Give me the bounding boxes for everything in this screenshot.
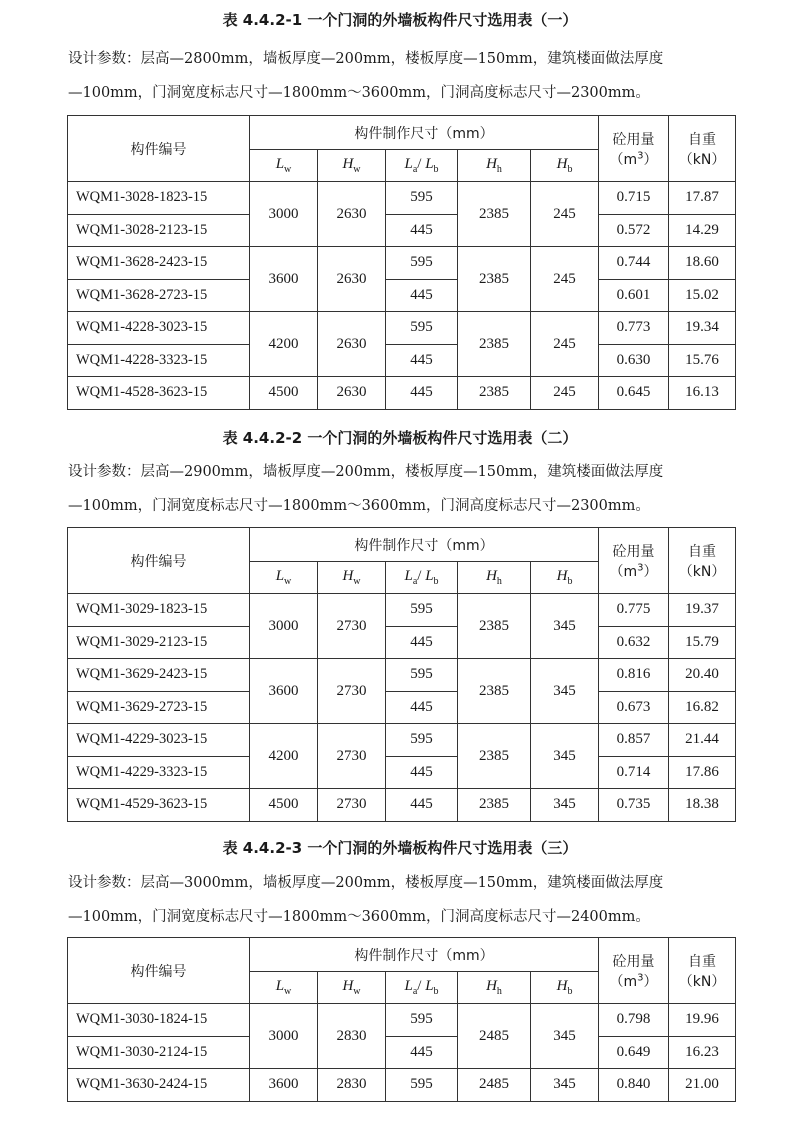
- symbol-subscript: w: [353, 164, 361, 175]
- symbol-subscript: b: [433, 986, 439, 997]
- cell-concrete-volume: 0.816: [599, 659, 669, 692]
- cell-hw: 2830: [318, 1069, 386, 1102]
- slash: /: [417, 156, 426, 172]
- cell-component-code: WQM1-3028-1823-15: [68, 182, 250, 215]
- header-self-weight: [669, 528, 736, 594]
- symbol: H: [486, 978, 497, 994]
- cell-la-lb: 445: [386, 789, 458, 822]
- cell-concrete-volume: 0.649: [599, 1036, 669, 1069]
- symbol: L: [404, 978, 413, 994]
- param-line: 设计参数：层高—3000mm，墙板厚度—200mm，楼板厚度—150mm，建筑楼面做法厚度: [68, 875, 664, 891]
- cell-self-weight: 15.02: [669, 279, 736, 312]
- cell-self-weight: 16.23: [669, 1036, 736, 1069]
- design-parameters: [68, 866, 740, 934]
- symbol-subscript: a: [412, 164, 418, 175]
- symbol: L: [275, 156, 285, 172]
- cell-lw: 4500: [250, 377, 318, 410]
- cell-component-code: WQM1-3628-2423-15: [68, 247, 250, 280]
- table-row: [68, 214, 736, 247]
- symbol-subscript: a: [412, 986, 418, 997]
- param-line: —100mm，门洞宽度标志尺寸—1800mm～3600mm，门洞高度标志尺寸—2300mm。: [68, 498, 650, 514]
- cell-self-weight: 15.79: [669, 626, 736, 659]
- cell-la-lb: 595: [386, 1069, 458, 1102]
- param-line: 设计参数：层高—2800mm，墙板厚度—200mm，楼板厚度—150mm，建筑楼面做法厚度: [68, 51, 664, 67]
- header-hh: [458, 972, 531, 1004]
- header-concrete-volume: [599, 528, 669, 594]
- cell-concrete-volume: 0.735: [599, 789, 669, 822]
- cell-hw: 2730: [318, 724, 386, 789]
- cell-self-weight: 18.60: [669, 247, 736, 280]
- cell-concrete-volume: 0.715: [599, 182, 669, 215]
- header-hw: [318, 562, 386, 594]
- table-row: [68, 279, 736, 312]
- slash: /: [417, 568, 426, 584]
- cell-hb: 345: [531, 724, 599, 789]
- table-row: [68, 756, 736, 789]
- cell-hw: 2730: [318, 789, 386, 822]
- table-row: [68, 1036, 736, 1069]
- header-component-code: 构件编号: [68, 938, 250, 1004]
- cell-hb: 345: [531, 1069, 599, 1102]
- cell-hh: 2485: [458, 1069, 531, 1102]
- symbol: H: [342, 156, 354, 172]
- header-unit: （kN）: [678, 563, 726, 580]
- header-hh: [458, 562, 531, 594]
- cell-concrete-volume: 0.673: [599, 691, 669, 724]
- cell-self-weight: 21.00: [669, 1069, 736, 1102]
- header-unit: [599, 561, 668, 581]
- symbol: L: [404, 156, 413, 172]
- header-label: 砼用量: [612, 953, 655, 970]
- cell-component-code: WQM1-4229-3023-15: [68, 724, 250, 757]
- header-self-weight: [669, 116, 736, 182]
- symbol: H: [556, 156, 568, 172]
- cell-hw: 2630: [318, 247, 386, 312]
- cell-lw: 3600: [250, 247, 318, 312]
- symbol: L: [275, 568, 285, 584]
- table-row: [68, 344, 736, 377]
- symbol-subscript: b: [433, 576, 439, 587]
- header-hh: [458, 150, 531, 182]
- header-component-code: 构件编号: [68, 116, 250, 182]
- table-row: [68, 789, 736, 822]
- table-row: [68, 659, 736, 692]
- symbol: L: [425, 156, 434, 172]
- header-dimensions: 构件制作尺寸（mm）: [250, 116, 599, 150]
- symbol-subscript: b: [567, 164, 573, 175]
- table-title: 表 4.4.2-2 一个门洞的外墙板构件尺寸选用表（二）: [222, 429, 578, 447]
- header-row: [68, 528, 736, 562]
- cell-la-lb: 445: [386, 1036, 458, 1069]
- cell-hb: 345: [531, 594, 599, 659]
- cell-hw: 2630: [318, 312, 386, 377]
- param-line: —100mm，门洞宽度标志尺寸—1800mm～3600mm，门洞高度标志尺寸—2400mm。: [68, 909, 650, 925]
- header-la-lb: [386, 972, 458, 1004]
- spec-table: [67, 937, 736, 1102]
- cell-lw: 4200: [250, 724, 318, 789]
- cell-component-code: WQM1-4529-3623-15: [68, 789, 250, 822]
- cell-self-weight: 16.82: [669, 691, 736, 724]
- symbol-subscript: w: [284, 986, 292, 997]
- cell-component-code: WQM1-3629-2723-15: [68, 691, 250, 724]
- cell-component-code: WQM1-4229-3323-15: [68, 756, 250, 789]
- symbol-subscript: w: [284, 576, 292, 587]
- symbol: H: [556, 568, 568, 584]
- unit-text: （m: [609, 973, 638, 990]
- cell-la-lb: 595: [386, 659, 458, 692]
- symbol-subscript: h: [496, 986, 502, 997]
- symbol-subscript: b: [567, 576, 573, 587]
- cell-self-weight: 19.96: [669, 1004, 736, 1037]
- spec-table: [67, 115, 736, 410]
- header-label: 砼用量: [612, 543, 655, 560]
- cell-la-lb: 595: [386, 312, 458, 345]
- cell-hh: 2385: [458, 594, 531, 659]
- cell-hh: 2485: [458, 1004, 531, 1069]
- cell-hh: 2385: [458, 789, 531, 822]
- table-row: [68, 691, 736, 724]
- symbol-subscript: a: [412, 576, 418, 587]
- cell-lw: 3000: [250, 1004, 318, 1069]
- symbol: H: [556, 978, 568, 994]
- cell-component-code: WQM1-3030-1824-15: [68, 1004, 250, 1037]
- cell-hw: 2830: [318, 1004, 386, 1069]
- header-hb: [531, 562, 599, 594]
- cell-hh: 2385: [458, 247, 531, 312]
- unit-sup: 3: [637, 971, 644, 983]
- cell-hb: 245: [531, 312, 599, 377]
- header-self-weight: [669, 938, 736, 1004]
- cell-concrete-volume: 0.775: [599, 594, 669, 627]
- cell-concrete-volume: 0.840: [599, 1069, 669, 1102]
- cell-hw: 2730: [318, 659, 386, 724]
- symbol-subscript: h: [496, 576, 502, 587]
- header-concrete-volume: [599, 938, 669, 1004]
- header-component-code: 构件编号: [68, 528, 250, 594]
- table-title: 表 4.4.2-1 一个门洞的外墙板构件尺寸选用表（一）: [222, 11, 578, 29]
- cell-self-weight: 20.40: [669, 659, 736, 692]
- cell-component-code: WQM1-3028-2123-15: [68, 214, 250, 247]
- table-row: [68, 724, 736, 757]
- cell-hb: 245: [531, 377, 599, 410]
- symbol: H: [342, 978, 354, 994]
- cell-lw: 4200: [250, 312, 318, 377]
- cell-component-code: WQM1-3030-2124-15: [68, 1036, 250, 1069]
- cell-la-lb: 445: [386, 691, 458, 724]
- cell-concrete-volume: 0.857: [599, 724, 669, 757]
- cell-component-code: WQM1-4228-3323-15: [68, 344, 250, 377]
- cell-la-lb: 595: [386, 182, 458, 215]
- cell-lw: 3000: [250, 594, 318, 659]
- cell-self-weight: 16.13: [669, 377, 736, 410]
- header-lw: [250, 150, 318, 182]
- cell-component-code: WQM1-3029-2123-15: [68, 626, 250, 659]
- header-lw: [250, 562, 318, 594]
- param-line: 设计参数：层高—2900mm，墙板厚度—200mm，楼板厚度—150mm，建筑楼面做法厚度: [68, 464, 664, 480]
- table-row: [68, 247, 736, 280]
- header-dimensions: 构件制作尺寸（mm）: [250, 938, 599, 972]
- cell-la-lb: 445: [386, 626, 458, 659]
- cell-la-lb: 445: [386, 214, 458, 247]
- cell-la-lb: 445: [386, 377, 458, 410]
- table-row: [68, 377, 736, 410]
- header-hw: [318, 972, 386, 1004]
- symbol-subscript: w: [284, 164, 292, 175]
- header-label: 自重: [688, 131, 717, 148]
- design-parameters: [68, 455, 740, 523]
- cell-concrete-volume: 0.744: [599, 247, 669, 280]
- cell-self-weight: 17.86: [669, 756, 736, 789]
- table-row: [68, 182, 736, 215]
- unit-text: ）: [643, 973, 658, 990]
- unit-text: ）: [643, 563, 658, 580]
- cell-la-lb: 445: [386, 279, 458, 312]
- cell-concrete-volume: 0.798: [599, 1004, 669, 1037]
- header-label: 自重: [688, 543, 717, 560]
- cell-la-lb: 595: [386, 724, 458, 757]
- table-row: [68, 594, 736, 627]
- cell-hb: 345: [531, 659, 599, 724]
- cell-component-code: WQM1-3630-2424-15: [68, 1069, 250, 1102]
- cell-hh: 2385: [458, 659, 531, 724]
- cell-self-weight: 19.37: [669, 594, 736, 627]
- header-unit: （kN）: [678, 151, 726, 168]
- cell-concrete-volume: 0.572: [599, 214, 669, 247]
- cell-hw: 2730: [318, 594, 386, 659]
- header-hb: [531, 972, 599, 1004]
- unit-text: ）: [643, 151, 658, 168]
- cell-component-code: WQM1-3628-2723-15: [68, 279, 250, 312]
- table-row: [68, 1004, 736, 1037]
- header-row: [68, 938, 736, 972]
- cell-self-weight: 17.87: [669, 182, 736, 215]
- symbol: H: [486, 568, 497, 584]
- cell-hb: 345: [531, 789, 599, 822]
- cell-hw: 2630: [318, 182, 386, 247]
- design-parameters: [68, 42, 740, 110]
- header-label: 砼用量: [612, 131, 655, 148]
- cell-component-code: WQM1-3029-1823-15: [68, 594, 250, 627]
- symbol-subscript: w: [353, 576, 361, 587]
- symbol-subscript: b: [433, 164, 439, 175]
- cell-lw: 3600: [250, 659, 318, 724]
- cell-concrete-volume: 0.645: [599, 377, 669, 410]
- cell-la-lb: 595: [386, 1004, 458, 1037]
- table-row: [68, 312, 736, 345]
- symbol: L: [425, 568, 434, 584]
- header-label: 自重: [688, 953, 717, 970]
- cell-hw: 2630: [318, 377, 386, 410]
- unit-sup: 3: [637, 561, 644, 573]
- table-row: [68, 626, 736, 659]
- cell-la-lb: 445: [386, 756, 458, 789]
- symbol: H: [342, 568, 354, 584]
- header-hb: [531, 150, 599, 182]
- cell-lw: 4500: [250, 789, 318, 822]
- param-line: —100mm，门洞宽度标志尺寸—1800mm～3600mm，门洞高度标志尺寸—2300mm。: [68, 85, 650, 101]
- header-row: [68, 116, 736, 150]
- cell-lw: 3000: [250, 182, 318, 247]
- cell-la-lb: 595: [386, 594, 458, 627]
- cell-self-weight: 14.29: [669, 214, 736, 247]
- header-unit: （kN）: [678, 973, 726, 990]
- symbol: H: [486, 156, 497, 172]
- cell-hh: 2385: [458, 312, 531, 377]
- spec-table: [67, 527, 736, 822]
- cell-concrete-volume: 0.601: [599, 279, 669, 312]
- cell-hb: 345: [531, 1004, 599, 1069]
- cell-hh: 2385: [458, 182, 531, 247]
- table-row: [68, 1069, 736, 1102]
- symbol: L: [275, 978, 285, 994]
- header-hw: [318, 150, 386, 182]
- cell-concrete-volume: 0.632: [599, 626, 669, 659]
- cell-component-code: WQM1-4528-3623-15: [68, 377, 250, 410]
- cell-la-lb: 595: [386, 247, 458, 280]
- cell-self-weight: 15.76: [669, 344, 736, 377]
- header-unit: [599, 971, 668, 991]
- header-lw: [250, 972, 318, 1004]
- table-title: 表 4.4.2-3 一个门洞的外墙板构件尺寸选用表（三）: [222, 839, 578, 857]
- cell-hh: 2385: [458, 377, 531, 410]
- symbol-subscript: b: [567, 986, 573, 997]
- unit-text: （m: [609, 151, 638, 168]
- header-la-lb: [386, 562, 458, 594]
- cell-component-code: WQM1-4228-3023-15: [68, 312, 250, 345]
- cell-component-code: WQM1-3629-2423-15: [68, 659, 250, 692]
- symbol: L: [404, 568, 413, 584]
- cell-hb: 245: [531, 247, 599, 312]
- cell-self-weight: 21.44: [669, 724, 736, 757]
- cell-lw: 3600: [250, 1069, 318, 1102]
- cell-self-weight: 19.34: [669, 312, 736, 345]
- header-concrete-volume: [599, 116, 669, 182]
- slash: /: [417, 978, 426, 994]
- header-la-lb: [386, 150, 458, 182]
- symbol-subscript: h: [496, 164, 502, 175]
- cell-concrete-volume: 0.714: [599, 756, 669, 789]
- unit-text: （m: [609, 563, 638, 580]
- symbol: L: [425, 978, 434, 994]
- cell-self-weight: 18.38: [669, 789, 736, 822]
- cell-concrete-volume: 0.630: [599, 344, 669, 377]
- symbol-subscript: w: [353, 986, 361, 997]
- header-dimensions: 构件制作尺寸（mm）: [250, 528, 599, 562]
- header-unit: [599, 149, 668, 169]
- unit-sup: 3: [637, 149, 644, 161]
- cell-hb: 245: [531, 182, 599, 247]
- cell-la-lb: 445: [386, 344, 458, 377]
- cell-hh: 2385: [458, 724, 531, 789]
- cell-concrete-volume: 0.773: [599, 312, 669, 345]
